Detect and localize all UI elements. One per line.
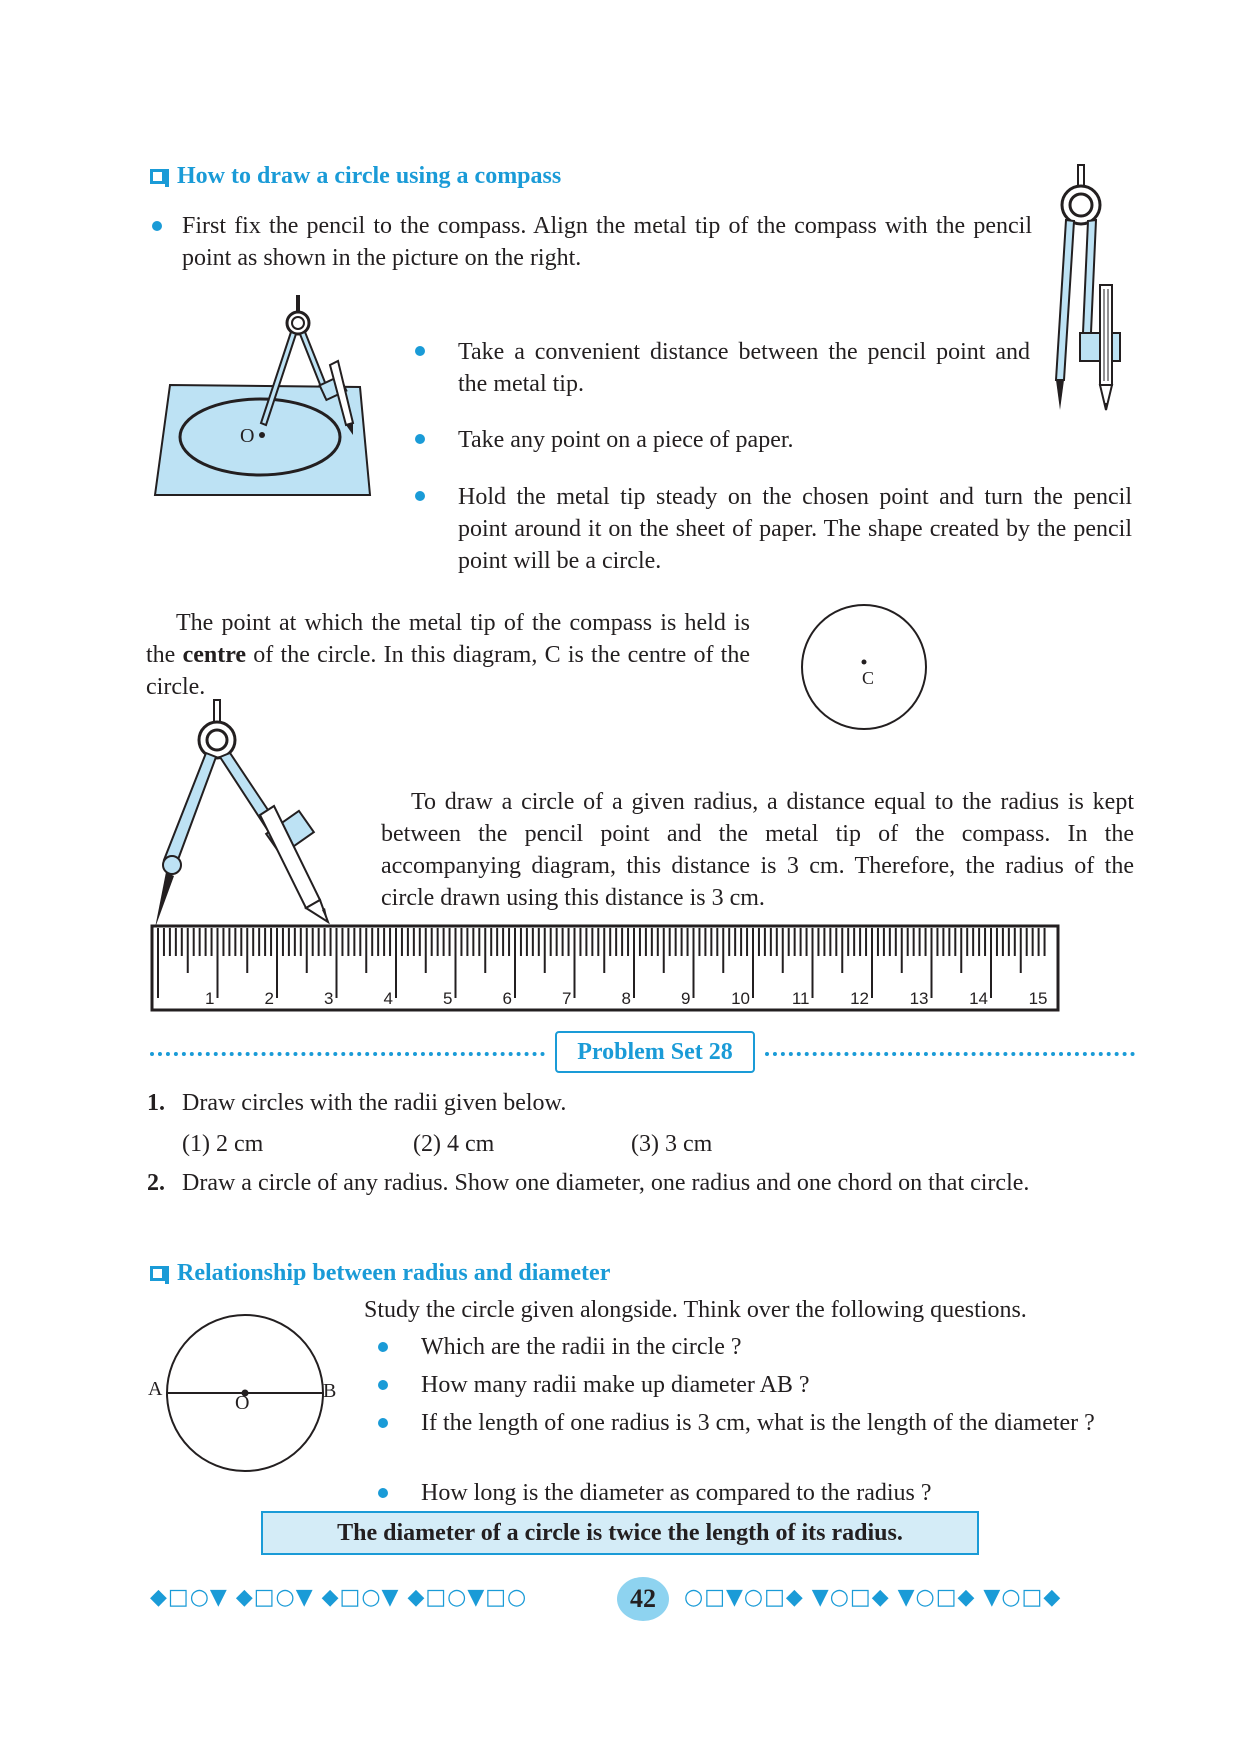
compass-ruler-illustration	[150, 700, 350, 930]
radius-question-1: Which are the radii in the circle ?	[421, 1334, 742, 1360]
heading-text: How to draw a circle using a compass	[177, 163, 562, 189]
question-1-number: 1.	[147, 1090, 165, 1116]
intro-paragraph: First fix the pencil to the compass. Align the metal tip of the compass with the pencil point as shown in the picture on the right.	[182, 213, 1032, 271]
paper-compass-illustration	[150, 295, 380, 495]
ruler-illustration	[150, 924, 1062, 1012]
centre-paragraph	[146, 607, 750, 703]
square-bullet-icon	[150, 169, 165, 184]
ruler-number: 2	[264, 989, 274, 1008]
circle-centre-label: C	[862, 668, 875, 688]
step-3: Hold the metal tip steady on the chosen point and turn the pencil point around it on the sheet of paper. The shape created by the pencil point will be a circle.	[458, 484, 1132, 574]
paper-point-label: O	[240, 425, 255, 447]
step-1: Take a convenient distance between the pencil point and the metal tip.	[458, 339, 1030, 397]
bullet-dot-icon	[415, 434, 425, 444]
bullet-dot-icon	[378, 1342, 388, 1352]
ruler-number: 13	[909, 989, 929, 1008]
bullet-dot-icon	[378, 1418, 388, 1428]
radius-question-2: How many radii make up diameter AB ?	[421, 1372, 810, 1398]
question-1-text: Draw circles with the radii given below.	[182, 1090, 567, 1116]
bullet-dot-icon	[415, 491, 425, 501]
bullet-dot-icon	[378, 1380, 388, 1390]
radius-question-4: How long is the diameter as compared to the radius ?	[421, 1480, 932, 1506]
radius-question-3: If the length of one radius is 3 cm, what is the length of the diameter ?	[421, 1410, 1095, 1436]
footer-decoration-right: ○□▼○□◆ ▼○□◆ ▼○□◆ ▼○□◆	[684, 1585, 1062, 1610]
problem-set-title: Problem Set 28	[555, 1031, 755, 1073]
centre-text-bold: centre	[182, 642, 247, 668]
point-b-label: B	[323, 1380, 337, 1402]
divider-dotted-left	[150, 1052, 545, 1056]
ruler-number: 10	[731, 989, 750, 1008]
bullet-dot-icon	[152, 221, 162, 231]
ruler-number: 7	[562, 989, 572, 1008]
bullet-dot-icon	[415, 346, 425, 356]
ruler-number: 5	[443, 989, 453, 1008]
ruler-number: 12	[850, 989, 869, 1008]
ruler-number: 9	[681, 989, 691, 1008]
ruler-number: 1	[205, 989, 215, 1008]
question-2-text: Draw a circle of any radius. Show one diameter, one radius and one chord on that circle.	[182, 1170, 1030, 1196]
question-1-option-1: (1) 2 cm	[182, 1131, 264, 1157]
footer-decoration-left: ◆□○▼ ◆□○▼ ◆□○▼ ◆□○▼□○	[150, 1585, 528, 1610]
ruler-number: 3	[324, 989, 334, 1008]
ruler-number: 11	[791, 989, 810, 1008]
section-heading-radius-diameter	[150, 1257, 610, 1289]
question-1-option-2: (2) 4 cm	[413, 1131, 495, 1157]
point-o-label: O	[235, 1392, 250, 1414]
question-1-option-3: (3) 3 cm	[631, 1131, 713, 1157]
page-number: 42	[617, 1577, 669, 1621]
question-2-number: 2.	[147, 1170, 165, 1196]
centre-text-post: of the circle. In this diagram, C is the centre of the circle.	[146, 642, 750, 700]
ruler-number: 8	[621, 989, 631, 1008]
heading-text: Relationship between radius and diameter	[177, 1260, 611, 1286]
section2-intro: Study the circle given alongside. Think over the following questions.	[364, 1297, 1027, 1323]
ruler-number: 15	[1028, 989, 1048, 1008]
ruler-number: 14	[969, 989, 988, 1008]
radius-paragraph: To draw a circle of a given radius, a distance equal to the radius is kept between the pencil point and the metal tip of the compass. In the accompanying diagram, this distance is 3 cm. Therefore, the radius of the circle drawn using this distance is 3 cm.	[381, 789, 1134, 911]
key-fact-box: The diameter of a circle is twice the length of its radius.	[261, 1511, 979, 1555]
step-2: Take any point on a piece of paper.	[458, 427, 794, 453]
square-bullet-icon	[150, 1266, 165, 1281]
divider-dotted-right	[765, 1052, 1135, 1056]
compass-upright-illustration	[1040, 165, 1130, 425]
ruler-number: 6	[502, 989, 512, 1008]
section-heading-compass	[150, 160, 561, 192]
ruler-number: 4	[383, 989, 393, 1008]
centre-text-pre: The point at which the metal tip of the compass is held is the	[146, 610, 750, 668]
bullet-dot-icon	[378, 1488, 388, 1498]
point-a-label: A	[148, 1378, 163, 1400]
